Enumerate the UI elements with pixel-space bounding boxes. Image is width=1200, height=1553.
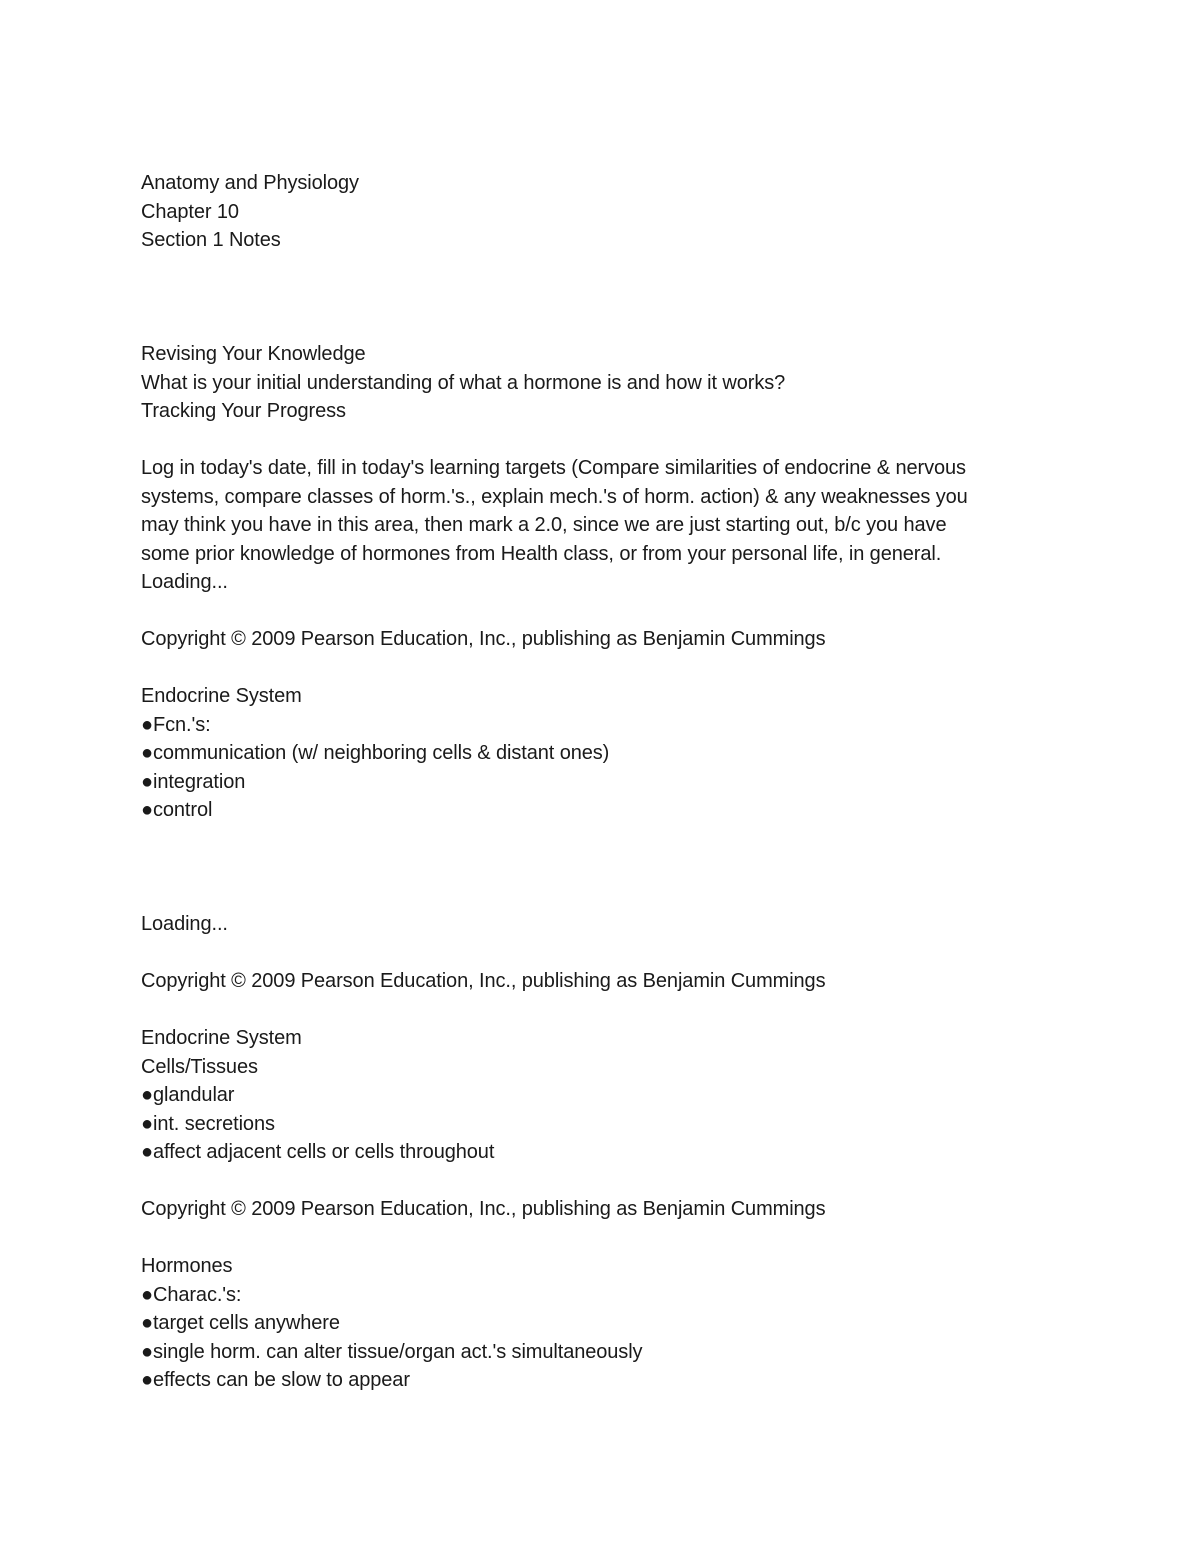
copyright-notice: Copyright © 2009 Pearson Education, Inc., publishing as Benjamin Cummings xyxy=(141,970,826,992)
list-item: ●glandular xyxy=(141,1084,235,1106)
tracking-heading: Tracking Your Progress xyxy=(141,400,346,422)
hormones-heading: Hormones xyxy=(141,1255,233,1277)
list-item: ●control xyxy=(141,799,213,821)
copyright-notice: Copyright © 2009 Pearson Education, Inc., publishing as Benjamin Cummings xyxy=(141,1198,826,1220)
endocrine-heading: Endocrine System xyxy=(141,685,302,707)
list-item: ●integration xyxy=(141,770,246,793)
copyright-notice: Copyright © 2009 Pearson Education, Inc., publishing as Benjamin Cummings xyxy=(141,628,826,650)
log-paragraph-line: Log in today's date, fill in today's learning targets (Compare similarities of endocrine & nervous xyxy=(141,457,966,479)
document-page xyxy=(141,169,1071,1395)
log-paragraph-line: may think you have in this area, then mark a 2.0, since we are just starting out, b/c you have xyxy=(141,514,947,536)
list-item: ●communication (w/ neighboring cells & distant ones) xyxy=(141,742,610,764)
log-paragraph-line: systems, compare classes of horm.'s., explain mech.'s of horm. action) & any weaknesses you xyxy=(141,485,968,508)
endocrine-heading: Endocrine System xyxy=(141,1027,302,1049)
revising-heading: Revising Your Knowledge xyxy=(141,343,366,365)
log-paragraph-line: some prior knowledge of hormones from Health class, or from your personal life, in general. xyxy=(141,542,942,565)
list-item: ●Fcn.'s: xyxy=(141,713,211,736)
list-item: ●affect adjacent cells or cells throughout xyxy=(141,1141,495,1163)
list-item: ●single horm. can alter tissue/organ act.'s simultaneously xyxy=(141,1340,643,1363)
course-title: Anatomy and Physiology xyxy=(141,172,359,194)
chapter-title: Chapter 10 xyxy=(141,200,239,223)
loading-text: Loading... xyxy=(141,571,228,593)
list-item: ●int. secretions xyxy=(141,1112,275,1135)
section-title: Section 1 Notes xyxy=(141,229,281,251)
list-item: ●Charac.'s: xyxy=(141,1283,242,1306)
revising-question: What is your initial understanding of what a hormone is and how it works? xyxy=(141,371,786,394)
list-item: ●effects can be slow to appear xyxy=(141,1369,410,1391)
loading-text: Loading... xyxy=(141,913,228,935)
endocrine-subheading: Cells/Tissues xyxy=(141,1055,258,1078)
list-item: ●target cells anywhere xyxy=(141,1312,340,1334)
